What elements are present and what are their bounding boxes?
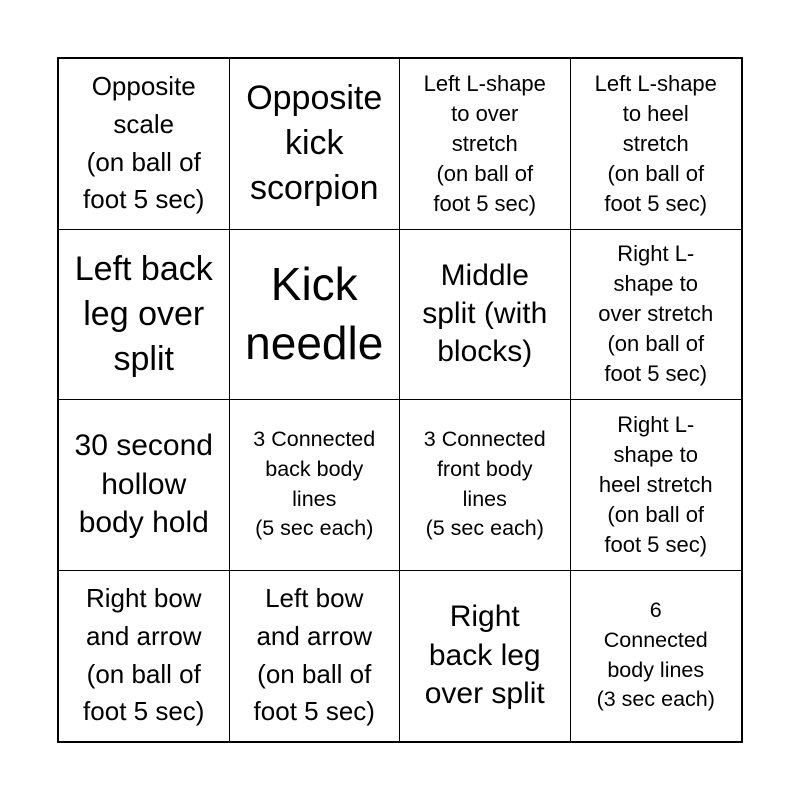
bingo-cell-text: Left L-shape to over stretch (on ball of foot 5 sec) bbox=[423, 70, 546, 216]
bingo-cell-r3c4[interactable] bbox=[571, 400, 742, 571]
bingo-cell-text: Right bow and arrow (on ball of foot 5 sec) bbox=[83, 583, 205, 727]
bingo-cell-r2c4[interactable] bbox=[571, 230, 742, 401]
bingo-cell-r2c3[interactable] bbox=[400, 230, 571, 401]
bingo-cell-text: 3 Connected back body lines (5 sec each) bbox=[253, 427, 376, 541]
bingo-cell-r3c1[interactable] bbox=[59, 400, 230, 571]
bingo-cell-text: Right back leg over split bbox=[424, 600, 545, 710]
bingo-cell-r4c2[interactable] bbox=[230, 571, 401, 742]
bingo-cell-text: Left L-shape to heel stretch (on ball of foot 5 sec) bbox=[594, 70, 717, 216]
bingo-cell-text: Left back leg over split bbox=[74, 249, 213, 378]
bingo-cell-r2c2[interactable] bbox=[230, 230, 401, 401]
bingo-cell-text: Middle split (with blocks) bbox=[422, 258, 548, 369]
bingo-cell-r1c2[interactable] bbox=[230, 59, 401, 230]
bingo-cell-text: Right L- shape to heel stretch (on ball of foot 5 sec) bbox=[598, 411, 713, 557]
bingo-cell-r1c3[interactable] bbox=[400, 59, 571, 230]
bingo-cell-r2c1[interactable] bbox=[59, 230, 230, 401]
bingo-cell-r4c4[interactable] bbox=[571, 571, 742, 742]
bingo-board bbox=[57, 57, 743, 743]
bingo-cell-text: Left bow and arrow (on ball of foot 5 sec) bbox=[253, 583, 375, 727]
bingo-cell-r4c1[interactable] bbox=[59, 571, 230, 742]
bingo-cell-text: Opposite kick scorpion bbox=[246, 79, 383, 208]
bingo-cell-text: Opposite scale (on ball of foot 5 sec) bbox=[83, 71, 205, 215]
bingo-cell-r4c3[interactable] bbox=[400, 571, 571, 742]
bingo-cell-text: 30 second hollow body hold bbox=[74, 429, 213, 539]
bingo-cell-text: Right L- shape to over stretch (on ball of foot 5 sec) bbox=[598, 241, 714, 387]
bingo-cell-r1c4[interactable] bbox=[571, 59, 742, 230]
bingo-cell-text: Kick needle bbox=[245, 258, 384, 370]
bingo-cell-r3c3[interactable] bbox=[400, 400, 571, 571]
bingo-cell-r1c1[interactable] bbox=[59, 59, 230, 230]
bingo-cell-r3c2[interactable] bbox=[230, 400, 401, 571]
bingo-cell-text: 6 Connected body lines (3 sec each) bbox=[596, 598, 715, 712]
bingo-cell-text: 3 Connected front body lines (5 sec each) bbox=[423, 427, 546, 541]
